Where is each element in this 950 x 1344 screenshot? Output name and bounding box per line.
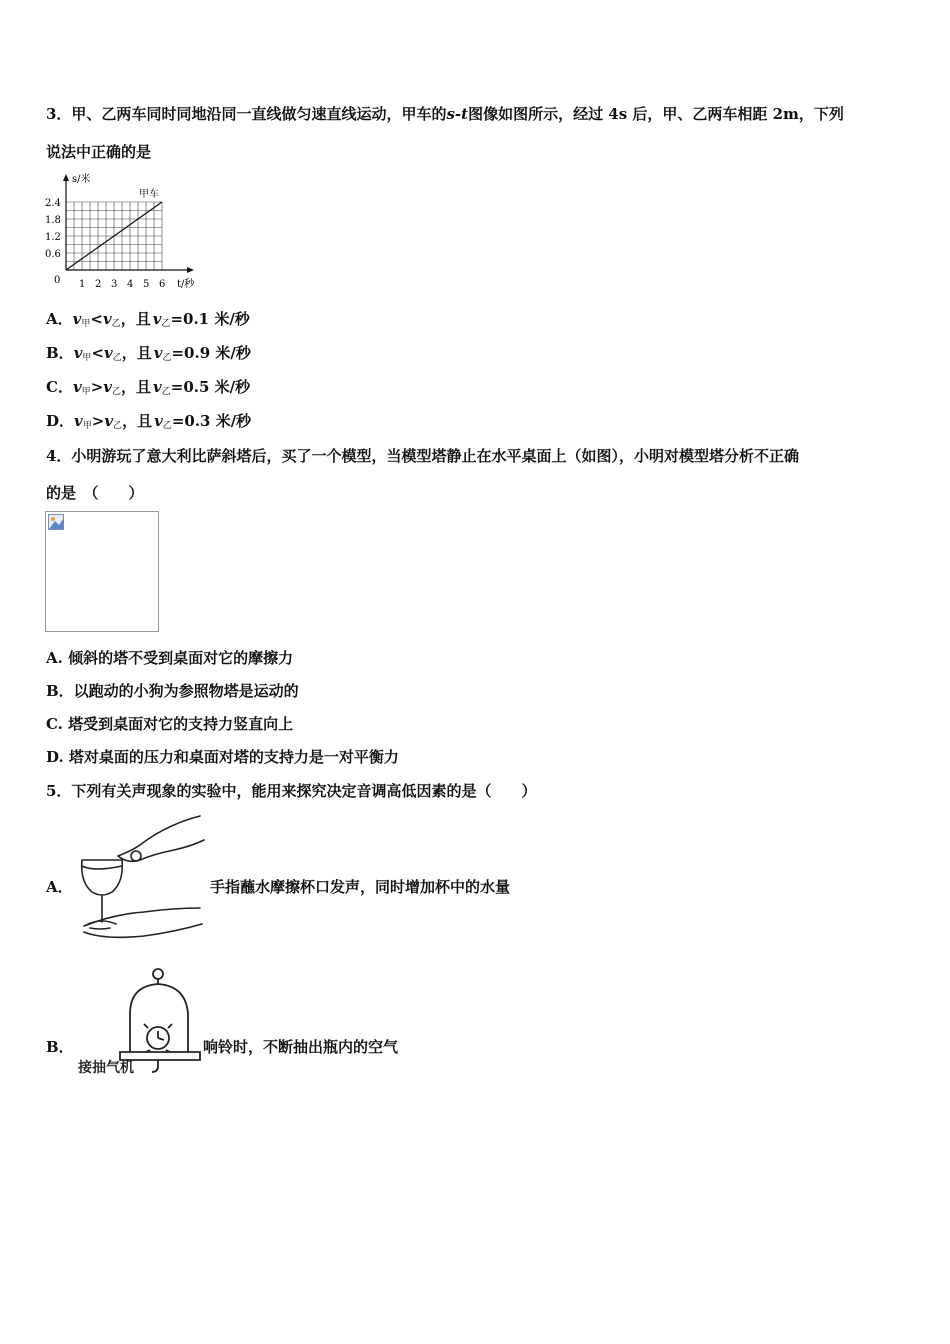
wineglass-hand-figure — [74, 812, 208, 944]
chart-xlabel: t/秒 — [177, 279, 195, 290]
q3-option-part: =0.1 米/秒 — [170, 310, 250, 328]
q4-option-d: D. 塔对桌面的压力和桌面对塔的支持力是一对平衡力 — [46, 748, 399, 766]
y-tick-label: 1.2 — [45, 232, 61, 243]
q3-option-a — [46, 308, 250, 329]
q4-option-c: C. 塔受到桌面对它的支持力竖直向上 — [46, 715, 294, 733]
y-tick-label: 2.4 — [45, 198, 61, 209]
q3-option-part: 甲 — [82, 353, 92, 363]
q3-option-part: =0.3 米/秒 — [171, 412, 252, 430]
q3-option-part: > — [90, 378, 104, 396]
q3-option-part: 甲 — [81, 319, 91, 329]
q3-option-part: v — [72, 378, 82, 396]
x-tick-label: 5 — [143, 279, 150, 290]
q3-option-part: > — [91, 412, 105, 430]
chart-series-label: 甲车 — [139, 189, 159, 200]
q3-option-part: v — [104, 344, 113, 362]
q3-option-b — [46, 342, 251, 363]
q3-option-part: 乙 — [111, 319, 121, 329]
q3-option-part: v — [152, 310, 162, 328]
q3-stem-line1 — [46, 103, 844, 124]
x-axis-arrow — [187, 267, 194, 273]
x-tick-label: 2 — [95, 279, 102, 290]
q3-option-part: 乙 — [113, 421, 123, 431]
q3-stem-text-a: 3．甲、乙两车同时同地沿同一直线做匀速直线运动，甲车的 — [46, 105, 447, 123]
x-tick-label: 4 — [127, 279, 134, 290]
q3-option-part: v — [153, 378, 162, 396]
bell-jar-pump-label: 接抽气机 — [78, 1060, 134, 1076]
q4-option-b: B．以跑动的小狗为参照物塔是运动的 — [46, 682, 299, 700]
q3-option-part: D． — [46, 412, 75, 430]
chart-ylabel: s/米 — [72, 174, 91, 185]
x-tick-label: 0 — [54, 275, 61, 286]
x-tick-label: 3 — [111, 279, 118, 290]
y-tick-label: 1.8 — [45, 215, 61, 226]
q3-option-part: 乙 — [161, 319, 171, 329]
q3-option-part: v — [102, 310, 112, 328]
q3-stem-var: s-t — [446, 105, 469, 123]
q3-stem-text-b: 图像如图所示，经过 4s 后，甲、乙两车相距 2m，下列 — [468, 105, 844, 123]
y-tick-label: 0.6 — [45, 249, 61, 260]
q3-option-part: ，且 — [122, 412, 153, 430]
q3-option-part: B． — [46, 344, 74, 362]
q4-option-a: A. 倾斜的塔不受到桌面对它的摩擦力 — [46, 649, 294, 667]
broken-image-icon — [48, 514, 64, 530]
st-chart — [44, 170, 204, 292]
x-tick-label: 6 — [159, 279, 166, 290]
q3-option-part: ，且 — [121, 344, 152, 362]
q3-option-part: =0.9 米/秒 — [171, 344, 251, 362]
bell-jar-figure — [78, 966, 210, 1076]
q3-option-part: 乙 — [161, 387, 171, 397]
q3-option-part: v — [154, 412, 163, 430]
q3-option-c — [46, 376, 250, 397]
q3-option-part: v — [73, 344, 83, 362]
q3-option-d — [46, 410, 251, 431]
q5-option-b-text: 响铃时，不断抽出瓶内的空气 — [203, 1038, 399, 1056]
q3-option-part: v — [153, 344, 163, 362]
q3-option-part: A． — [46, 310, 73, 328]
q5-stem: 5．下列有关声现象的实验中，能用来探究决定音调高低因素的是（ ） — [46, 782, 537, 800]
q3-option-part: 乙 — [111, 387, 121, 397]
q3-option-part: v — [74, 412, 83, 430]
q3-option-part: < — [91, 344, 104, 362]
q3-option-part: 甲 — [82, 421, 92, 431]
q3-option-part: < — [90, 310, 103, 328]
q4-stem-line2: 的是 （ ） — [46, 484, 144, 502]
q5-option-a-letter: A． — [46, 878, 73, 896]
q3-option-part: 乙 — [162, 353, 172, 363]
q3-option-part: 乙 — [112, 353, 122, 363]
q3-option-part: =0.5 米/秒 — [170, 378, 251, 396]
q3-option-part: v — [72, 310, 82, 328]
q3-stem-line2: 说法中正确的是 — [46, 143, 152, 161]
tower-image-placeholder — [45, 511, 159, 632]
q5-option-b-letter: B． — [46, 1038, 74, 1056]
q5-option-a-text: 手指蘸水摩擦杯口发声，同时增加杯中的水量 — [210, 878, 511, 896]
x-tick-label: 1 — [79, 279, 86, 290]
q3-option-part: v — [104, 412, 114, 430]
q3-option-part: ，且 — [121, 378, 152, 396]
q3-option-part: 乙 — [162, 421, 172, 431]
q3-option-part: v — [103, 378, 112, 396]
y-axis-arrow — [63, 174, 69, 181]
q3-option-part: ，且 — [120, 310, 151, 328]
q3-option-part: C． — [46, 378, 73, 396]
q3-option-part: 甲 — [81, 387, 91, 397]
q4-stem-line1: 4．小明游玩了意大利比萨斜塔后，买了一个模型，当模型塔静止在水平桌面上（如图），小明对模型塔分析不正确 — [46, 447, 799, 465]
